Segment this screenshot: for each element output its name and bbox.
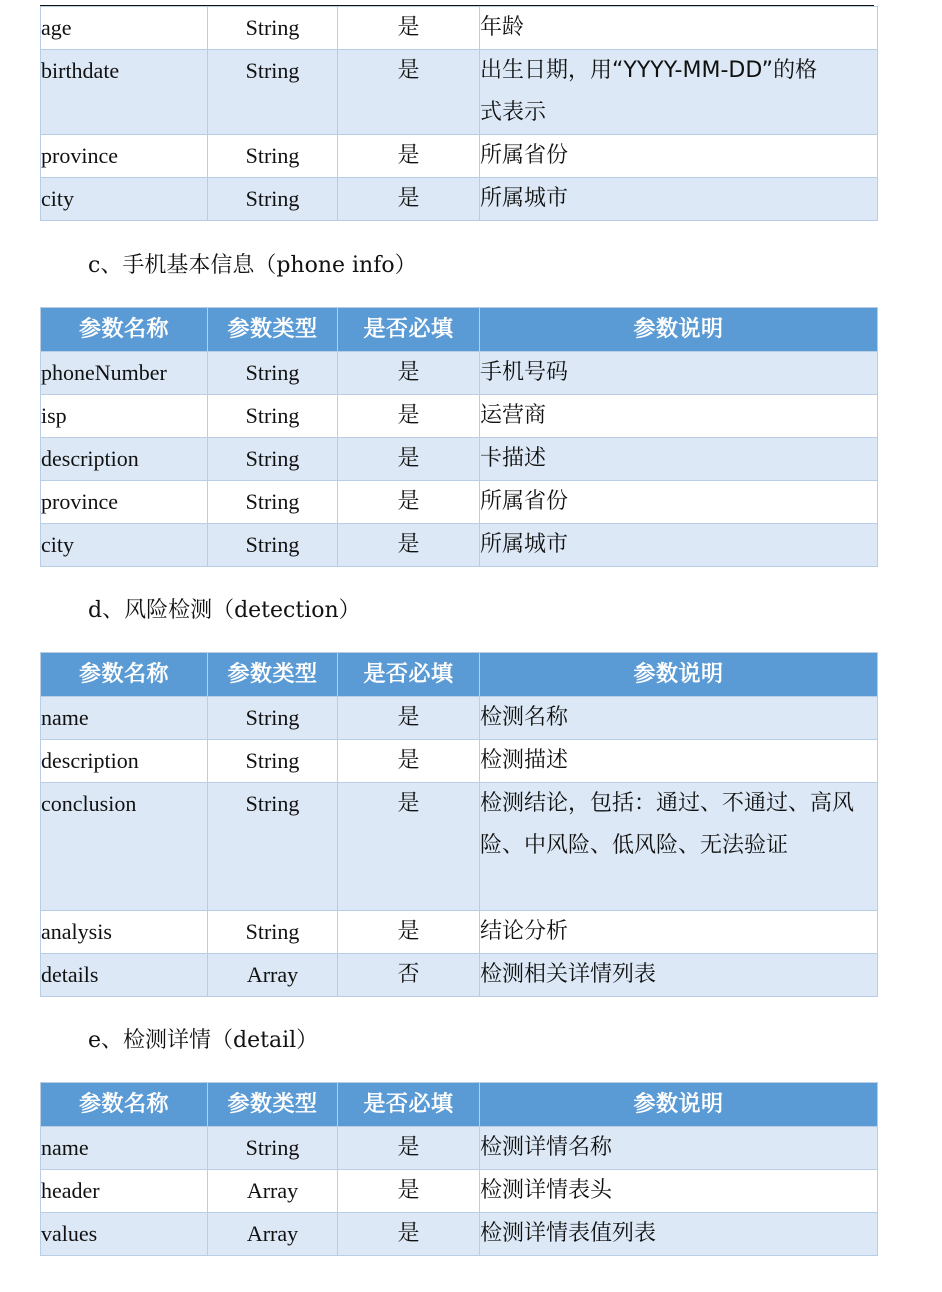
param-desc-cell: 出生日期，用“YYYY-MM-DD”的格式表示 <box>480 50 878 135</box>
param-desc-cell: 所属省份 <box>480 135 878 178</box>
param-desc-cell: 检测详情表值列表 <box>480 1213 878 1256</box>
param-required-cell: 是 <box>338 697 480 740</box>
param-name-cell: conclusion <box>41 783 208 911</box>
param-type-cell: String <box>208 697 338 740</box>
param-type-cell: String <box>208 524 338 567</box>
param-name-cell: analysis <box>41 911 208 954</box>
param-name-cell: description <box>41 740 208 783</box>
param-required-cell: 是 <box>338 740 480 783</box>
param-desc-cell: 年龄 <box>480 7 878 50</box>
header-param-name: 参数名称 <box>41 308 208 352</box>
param-required-cell: 是 <box>338 524 480 567</box>
param-desc-cell: 所属城市 <box>480 524 878 567</box>
table-header-row <box>41 308 878 352</box>
header-required: 是否必填 <box>338 308 480 352</box>
param-required-cell: 是 <box>338 352 480 395</box>
table-header-row <box>41 1083 878 1127</box>
table-row <box>41 697 878 740</box>
param-desc-cell: 手机号码 <box>480 352 878 395</box>
param-type-cell: Array <box>208 1213 338 1256</box>
header-param-type: 参数类型 <box>208 1083 338 1127</box>
param-name-cell: birthdate <box>41 50 208 135</box>
table-row <box>41 178 878 221</box>
param-name-cell: isp <box>41 395 208 438</box>
param-desc-cell: 检测详情表头 <box>480 1170 878 1213</box>
table-header-row <box>41 653 878 697</box>
table-row <box>41 50 878 135</box>
param-name-cell: province <box>41 481 208 524</box>
table-row <box>41 1213 878 1256</box>
param-type-cell: String <box>208 50 338 135</box>
table-row <box>41 740 878 783</box>
param-name-cell: values <box>41 1213 208 1256</box>
param-desc-cell: 检测详情名称 <box>480 1127 878 1170</box>
header-param-desc: 参数说明 <box>480 653 878 697</box>
table-row <box>41 7 878 50</box>
param-type-cell: String <box>208 438 338 481</box>
param-required-cell: 是 <box>338 50 480 135</box>
header-param-name: 参数名称 <box>41 1083 208 1127</box>
phone-info-table <box>40 307 878 567</box>
param-name-cell: province <box>41 135 208 178</box>
table-row <box>41 1170 878 1213</box>
param-desc-cell: 所属省份 <box>480 481 878 524</box>
table-row <box>41 438 878 481</box>
table-row <box>41 352 878 395</box>
param-desc-cell: 卡描述 <box>480 438 878 481</box>
section-heading-detection: d、风险检测（detection） <box>88 598 361 623</box>
param-desc-cell: 检测结论，包括：通过、不通过、高风险、中风险、低风险、无法验证 <box>480 783 878 911</box>
param-required-cell: 否 <box>338 954 480 997</box>
header-param-name: 参数名称 <box>41 653 208 697</box>
param-desc-cell: 检测描述 <box>480 740 878 783</box>
table-row <box>41 395 878 438</box>
basic-info-table-continued <box>40 6 878 221</box>
param-name-cell: name <box>41 1127 208 1170</box>
table-row <box>41 783 878 911</box>
param-required-cell: 是 <box>338 1127 480 1170</box>
param-type-cell: String <box>208 395 338 438</box>
param-type-cell: String <box>208 783 338 911</box>
param-name-cell: city <box>41 524 208 567</box>
param-required-cell: 是 <box>338 783 480 911</box>
header-param-type: 参数类型 <box>208 653 338 697</box>
header-required: 是否必填 <box>338 653 480 697</box>
table-row <box>41 1127 878 1170</box>
param-required-cell: 是 <box>338 135 480 178</box>
param-type-cell: Array <box>208 954 338 997</box>
table-row <box>41 135 878 178</box>
table-row <box>41 481 878 524</box>
param-type-cell: String <box>208 178 338 221</box>
param-name-cell: city <box>41 178 208 221</box>
param-name-cell: details <box>41 954 208 997</box>
param-required-cell: 是 <box>338 911 480 954</box>
param-type-cell: String <box>208 911 338 954</box>
param-desc-cell: 结论分析 <box>480 911 878 954</box>
param-required-cell: 是 <box>338 481 480 524</box>
param-type-cell: String <box>208 135 338 178</box>
param-desc-cell: 检测名称 <box>480 697 878 740</box>
param-name-cell: age <box>41 7 208 50</box>
param-required-cell: 是 <box>338 7 480 50</box>
param-desc-cell: 运营商 <box>480 395 878 438</box>
param-type-cell: String <box>208 740 338 783</box>
header-param-desc: 参数说明 <box>480 1083 878 1127</box>
table-row <box>41 954 878 997</box>
section-heading-detail: e、检测详情（detail） <box>88 1028 319 1053</box>
detection-table <box>40 652 878 997</box>
param-desc-cell: 所属城市 <box>480 178 878 221</box>
param-name-cell: name <box>41 697 208 740</box>
detail-table <box>40 1082 878 1256</box>
table-row <box>41 911 878 954</box>
param-name-cell: phoneNumber <box>41 352 208 395</box>
header-param-desc: 参数说明 <box>480 308 878 352</box>
param-desc-cell: 检测相关详情列表 <box>480 954 878 997</box>
param-required-cell: 是 <box>338 1170 480 1213</box>
section-heading-phone-info: c、手机基本信息（phone info） <box>88 253 417 278</box>
param-required-cell: 是 <box>338 1213 480 1256</box>
param-name-cell: description <box>41 438 208 481</box>
param-type-cell: Array <box>208 1170 338 1213</box>
param-type-cell: String <box>208 7 338 50</box>
param-type-cell: String <box>208 352 338 395</box>
param-type-cell: String <box>208 481 338 524</box>
param-required-cell: 是 <box>338 438 480 481</box>
param-name-cell: header <box>41 1170 208 1213</box>
param-required-cell: 是 <box>338 178 480 221</box>
param-required-cell: 是 <box>338 395 480 438</box>
table-row <box>41 524 878 567</box>
param-type-cell: String <box>208 1127 338 1170</box>
header-param-type: 参数类型 <box>208 308 338 352</box>
header-required: 是否必填 <box>338 1083 480 1127</box>
